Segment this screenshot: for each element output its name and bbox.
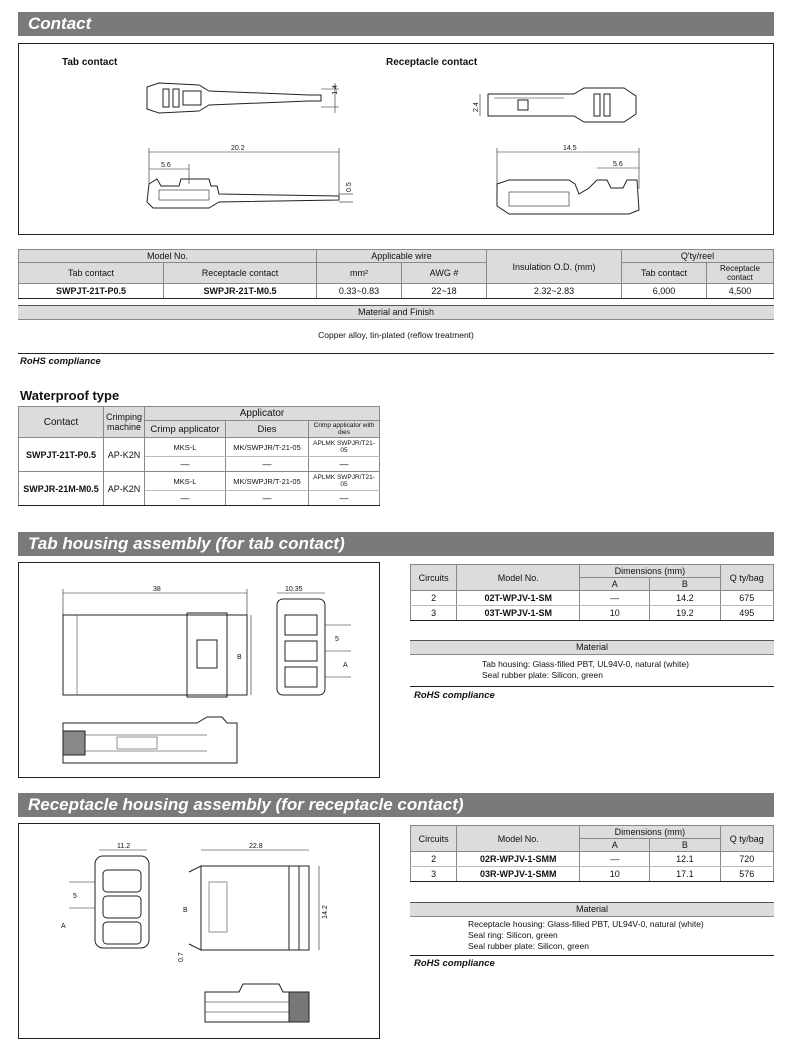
th-contact: Contact <box>19 407 104 438</box>
th-circuits: Circuits <box>411 826 457 852</box>
tab-housing-top-drawing <box>57 585 257 705</box>
th-rec-contact: Receptacle contact <box>164 263 317 284</box>
tab-contact-top-drawing <box>139 79 339 129</box>
dim-rec-housing-five: 5 <box>73 893 77 900</box>
cell-cwd: — <box>309 457 380 472</box>
contact-drawing-panel <box>18 43 774 235</box>
cell-b: 17.1 <box>650 867 720 882</box>
th-applicable-wire: Applicable wire <box>317 250 487 263</box>
cell-machine: AP-K2N <box>104 438 145 472</box>
dim-tab-housing-w: 10.35 <box>285 586 303 593</box>
th-crimping-machine <box>104 407 145 438</box>
rec-housing-top-drawing <box>179 842 349 972</box>
th-crimping-line1: Crimping <box>106 412 143 422</box>
th-crimp-applicator: Crimp applicator <box>145 421 226 438</box>
cell-model: 03R-WPJV-1-SMM <box>457 867 580 882</box>
cell-dies: MK/SWPJR/T-21-05 <box>226 438 309 457</box>
cell-qty: 675 <box>720 591 773 606</box>
table-row <box>411 852 774 867</box>
cell-od: 2.32~2.83 <box>487 284 622 299</box>
tab-housing-front-drawing <box>271 585 371 705</box>
rec-housing-section-title: Receptacle housing assembly (for receptacle contact) <box>18 793 774 817</box>
contact-material-text: Copper alloy, tin-plated (reflow treatment) <box>318 330 474 340</box>
tab-housing-side-drawing <box>57 713 257 773</box>
waterproof-title: Waterproof type <box>20 388 120 403</box>
tab-contact-side-drawing <box>139 144 359 224</box>
cell-cwd: — <box>309 491 380 506</box>
material-line: Seal rubber plate: Silicon, green <box>482 670 603 680</box>
table-row <box>411 606 774 621</box>
cell-rec: SWPJR-21T-M0.5 <box>164 284 317 299</box>
th-circuits: Circuits <box>411 565 457 591</box>
cell-tab: SWPJT-21T-P0.5 <box>19 284 164 299</box>
th-b: B <box>650 578 720 591</box>
table-row <box>19 284 774 299</box>
th-qty-rec: Receptacle contact <box>707 263 774 284</box>
th-b: B <box>650 839 720 852</box>
waterproof-table <box>18 406 380 506</box>
th-applicator: Applicator <box>145 407 380 421</box>
cell-contact: SWPJT-21T-P0.5 <box>19 438 104 472</box>
cell-model: 02R-WPJV-1-SMM <box>457 852 580 867</box>
rec-housing-rohs: RoHS compliance <box>414 958 495 969</box>
cell-dies: MK/SWPJR/T-21-05 <box>226 472 309 491</box>
divider <box>18 353 774 354</box>
th-qty: Q ty/bag <box>720 565 773 591</box>
table-row <box>411 591 774 606</box>
rec-housing-material-text <box>468 919 704 952</box>
cell-qty: 495 <box>720 606 773 621</box>
material-line: Seal ring: Silicon, green <box>468 930 558 940</box>
th-crimping-line2: machine <box>106 422 142 432</box>
tab-housing-rohs: RoHS compliance <box>414 690 495 701</box>
contact-section-title: Contact <box>18 12 774 36</box>
cell-dies: — <box>226 491 309 506</box>
cell-a: — <box>580 852 650 867</box>
cell-app: — <box>145 491 226 506</box>
tab-contact-label: Tab contact <box>62 57 118 68</box>
tab-housing-material-text <box>482 659 689 681</box>
dim-rec-housing-h: 14.2 <box>322 905 329 919</box>
table-row <box>19 438 380 457</box>
rec-housing-front-drawing <box>59 842 169 962</box>
th-crimp-with-dies: Crimp applicator with dies <box>309 421 380 438</box>
cell-a: 10 <box>580 606 650 621</box>
cell-qty: 576 <box>720 867 773 882</box>
cell-mm2: 0.33~0.83 <box>317 284 402 299</box>
cell-dies: — <box>226 457 309 472</box>
cell-app: MKS-L <box>145 438 226 457</box>
rec-housing-side-drawing <box>199 974 329 1034</box>
tab-housing-material-header: Material <box>410 640 774 655</box>
th-a: A <box>580 839 650 852</box>
dim-rec-housing-t: 0.7 <box>178 952 185 962</box>
dim-rec-a: 5.6 <box>613 161 623 168</box>
contact-rohs: RoHS compliance <box>20 356 101 367</box>
rec-housing-table <box>410 825 774 882</box>
th-dims: Dimensions (mm) <box>580 826 720 839</box>
cell-machine: AP-K2N <box>104 472 145 506</box>
th-model: Model No. <box>457 565 580 591</box>
table-row <box>19 472 380 491</box>
dim-tab-length: 20.2 <box>231 145 245 152</box>
dim-rec-housing-w: 11.2 <box>117 843 131 850</box>
dim-rec-housing-len: 22.8 <box>249 843 263 850</box>
material-line: Tab housing: Glass-filled PBT, UL94V-0, natural (white) <box>482 659 689 669</box>
cell-cwd: APLMK SWPJR/T21-05 <box>309 438 380 457</box>
tab-housing-drawing-panel <box>18 562 380 778</box>
dim-tab-housing-five: 5 <box>335 636 339 643</box>
receptacle-contact-top-drawing <box>474 82 674 132</box>
divider <box>410 686 774 687</box>
cell-qty-rec: 4,500 <box>707 284 774 299</box>
cell-circuits: 3 <box>411 867 457 882</box>
table-row <box>411 867 774 882</box>
th-a: A <box>580 578 650 591</box>
material-line: Receptacle housing: Glass-filled PBT, UL94V-0, natural (white) <box>468 919 704 929</box>
cell-b: 14.2 <box>650 591 720 606</box>
cell-qty: 720 <box>720 852 773 867</box>
cell-awg: 22~18 <box>402 284 487 299</box>
th-mm2: mm² <box>317 263 402 284</box>
th-model-no: Model No. <box>19 250 317 263</box>
dim-tab-thickness: 0.5 <box>346 182 353 192</box>
cell-b: 12.1 <box>650 852 720 867</box>
th-qty: Q ty/bag <box>720 826 773 852</box>
rec-housing-material-header: Material <box>410 902 774 917</box>
cell-qty-tab: 6,000 <box>622 284 707 299</box>
dim-rec-housing-a: A <box>61 923 66 930</box>
cell-model: 03T-WPJV-1-SM <box>457 606 580 621</box>
dim-tab-a: 5.6 <box>161 162 171 169</box>
contact-spec-table <box>18 249 774 299</box>
th-dims: Dimensions (mm) <box>580 565 720 578</box>
divider <box>410 955 774 956</box>
cell-circuits: 3 <box>411 606 457 621</box>
th-qty-reel: Q'ty/reel <box>622 250 774 263</box>
cell-cwd: APLMK SWPJR/T21-05 <box>309 472 380 491</box>
th-awg: AWG # <box>402 263 487 284</box>
th-model: Model No. <box>457 826 580 852</box>
th-dies: Dies <box>226 421 309 438</box>
rec-housing-drawing-panel <box>18 823 380 1039</box>
dim-rec-housing-b: B <box>183 907 188 914</box>
dim-tab-housing-b: B <box>237 654 242 661</box>
dim-tab-height: 1.4 <box>332 85 339 95</box>
cell-circuits: 2 <box>411 591 457 606</box>
contact-material-header: Material and Finish <box>18 305 774 320</box>
cell-contact: SWPJR-21M-M0.5 <box>19 472 104 506</box>
cell-app: — <box>145 457 226 472</box>
cell-b: 19.2 <box>650 606 720 621</box>
tab-housing-table <box>410 564 774 621</box>
th-tab-contact: Tab contact <box>19 263 164 284</box>
receptacle-contact-side-drawing <box>479 144 679 224</box>
dim-rec-height: 2.4 <box>473 102 480 112</box>
cell-a: 10 <box>580 867 650 882</box>
cell-app: MKS-L <box>145 472 226 491</box>
th-qty-tab: Tab contact <box>622 263 707 284</box>
tab-housing-section-title: Tab housing assembly (for tab contact) <box>18 532 774 556</box>
dim-rec-length: 14.5 <box>563 145 577 152</box>
receptacle-contact-label: Receptacle contact <box>386 57 478 68</box>
cell-model: 02T-WPJV-1-SM <box>457 591 580 606</box>
dim-tab-housing-len: 38 <box>153 586 161 593</box>
material-line: Seal rubber plate: Silicon, green <box>468 941 589 951</box>
th-insulation: Insulation O.D. (mm) <box>487 250 622 284</box>
cell-a: — <box>580 591 650 606</box>
cell-circuits: 2 <box>411 852 457 867</box>
dim-tab-housing-a: A <box>343 662 348 669</box>
